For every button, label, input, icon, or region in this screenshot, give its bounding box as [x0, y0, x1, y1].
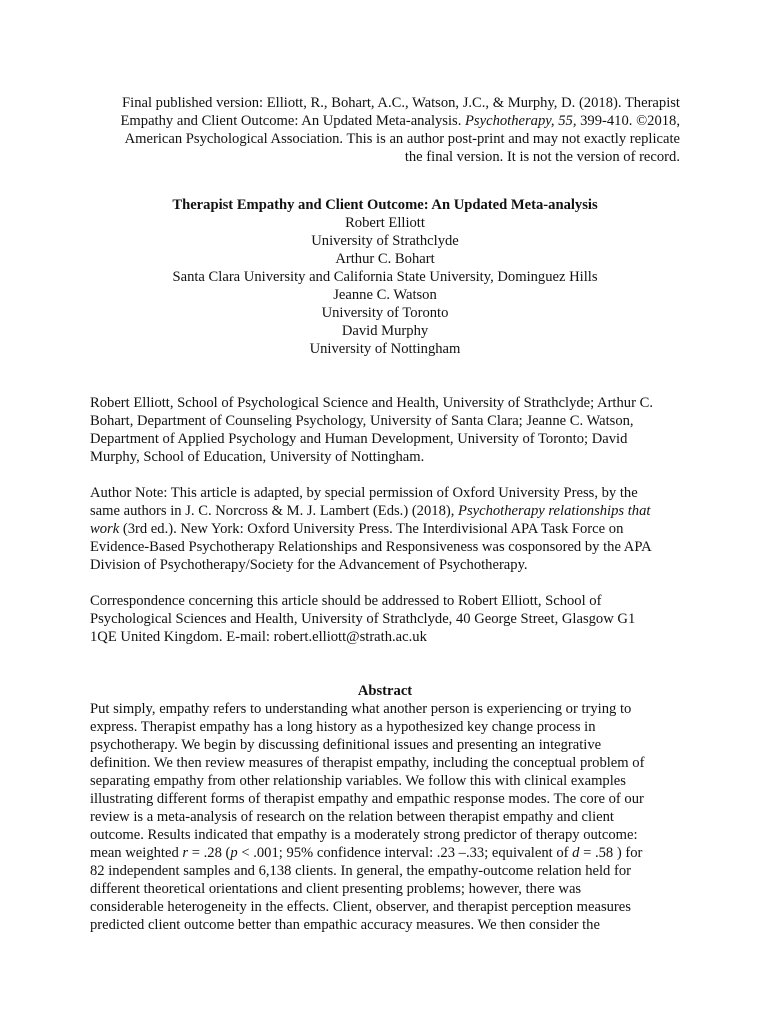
author-name: Robert Elliott: [345, 215, 425, 231]
paragraph-line: Psychological Sciences and Health, University of Strathclyde, 40 George Street, Glasgow G1: [90, 611, 636, 627]
abstract-line: 82 independent samples and 6,138 clients. In general, the empathy-outcome relation held for: [90, 863, 632, 879]
author-name: David Murphy: [341, 323, 429, 339]
paragraph-line: Department of Applied Psychology and Human Development, University of Toronto; David: [90, 431, 628, 447]
abstract-body: [90, 700, 680, 934]
author-name: Jeanne C. Watson: [333, 287, 437, 303]
abstract-text: < .001; 95% confidence interval: .23 –.33; equivalent of: [237, 845, 573, 861]
book-title: Psychotherapy relationships that: [458, 503, 651, 519]
paragraph-line: Robert Elliott, School of Psychological Science and Health, University of Strathclyde; Arthur C.: [90, 395, 653, 411]
abstract-line: review is a meta-analysis of research on the relation between therapist empathy and client: [90, 809, 614, 825]
author-affiliation: University of Nottingham: [309, 341, 461, 357]
abstract-heading: Abstract: [357, 683, 413, 699]
abstract-line: illustrating different forms of therapist empathy and empathic response modes. The core of our: [90, 791, 644, 807]
abstract-line: definition. We then review measures of therapist empathy, including the conceptual problem of: [90, 755, 645, 771]
author-name: Arthur C. Bohart: [335, 251, 435, 267]
paragraph-line: Division of Psychotherapy/Society for the Advancement of Psychotherapy.: [90, 557, 528, 573]
publication-note-text: 399-410. ©2018,: [576, 113, 680, 129]
abstract-line: different theoretical orientations and client presenting problems; however, there was: [90, 881, 582, 897]
abstract-text: mean weighted: [90, 845, 183, 861]
paragraph-line: [90, 502, 680, 520]
author-affiliation: University of Toronto: [321, 305, 449, 321]
publication-note-text: Empathy and Client Outcome: An Updated Meta-analysis.: [120, 113, 466, 129]
paragraph-line: 1QE United Kingdom. E-mail: robert.elliott@strath.ac.uk: [90, 629, 427, 645]
correspondence: [90, 592, 680, 646]
abstract-line: separating empathy from other relationship variables. We follow this with clinical examples: [90, 773, 626, 789]
abstract-line: Put simply, empathy refers to understanding what another person is experiencing or trying to: [90, 701, 632, 717]
abstract-line: express. Therapist empathy has a long history as a hypothesized key change process in: [90, 719, 596, 735]
paragraph-line: Author Note: This article is adapted, by special permission of Oxford University Press, by the: [90, 485, 638, 501]
abstract-line: predicted client outcome better than empathic accuracy measures. We then consider the: [90, 917, 600, 933]
affiliation-paragraph: [90, 394, 680, 466]
paragraph-line: Bohart, Department of Counseling Psychology, University of Santa Clara; Jeanne C. Watson,: [90, 413, 634, 429]
title-block: [90, 196, 680, 358]
publication-note-line: the final version. It is not the version of record.: [404, 149, 680, 165]
stat-symbol-r: r: [182, 845, 189, 861]
paragraph-line: Evidence-Based Psychotherapy Relationships and Responsiveness was cosponsored by the APA: [90, 539, 652, 555]
abstract-line: considerable heterogeneity in the effects. Client, observer, and therapist perception measures: [90, 899, 631, 915]
paper-title: Therapist Empathy and Client Outcome: An Updated Meta-analysis: [172, 197, 598, 213]
publication-note-line: [90, 112, 680, 130]
publication-note: [90, 94, 680, 166]
book-title: work: [90, 521, 120, 537]
author-note: [90, 484, 680, 574]
stat-symbol-d: d: [572, 845, 580, 861]
author-affiliation: Santa Clara University and California State University, Dominguez Hills: [172, 269, 598, 285]
paragraph-text: same authors in J. C. Norcross & M. J. Lambert (Eds.) (2018),: [90, 503, 459, 519]
abstract-line: psychotherapy. We begin by discussing definitional issues and presenting an integrative: [90, 737, 602, 753]
stat-symbol-p: p: [230, 845, 238, 861]
journal-name: Psychotherapy, 55,: [465, 113, 577, 129]
author-affiliation: University of Strathclyde: [311, 233, 459, 249]
paragraph-line: Correspondence concerning this article should be addressed to Robert Elliott, School of: [90, 593, 602, 609]
paragraph-text: (3rd ed.). New York: Oxford University Press. The Interdivisional APA Task Force on: [119, 521, 624, 537]
publication-note-line: American Psychological Association. This is an author post-print and may not exactly replicate: [124, 131, 680, 147]
abstract-text: = .28 (: [188, 845, 231, 861]
paragraph-line: Murphy, School of Education, University of Nottingham.: [90, 449, 425, 465]
paper-page: [90, 94, 680, 934]
abstract-text: = .58 ) for: [579, 845, 643, 861]
publication-note-line: Final published version: Elliott, R., Bohart, A.C., Watson, J.C., & Murphy, D. (2018). Therapist: [122, 95, 680, 111]
abstract-stat-line: [90, 844, 680, 862]
abstract-line: outcome. Results indicated that empathy is a moderately strong predictor of therapy outcome:: [90, 827, 638, 843]
paragraph-line: [90, 520, 680, 538]
